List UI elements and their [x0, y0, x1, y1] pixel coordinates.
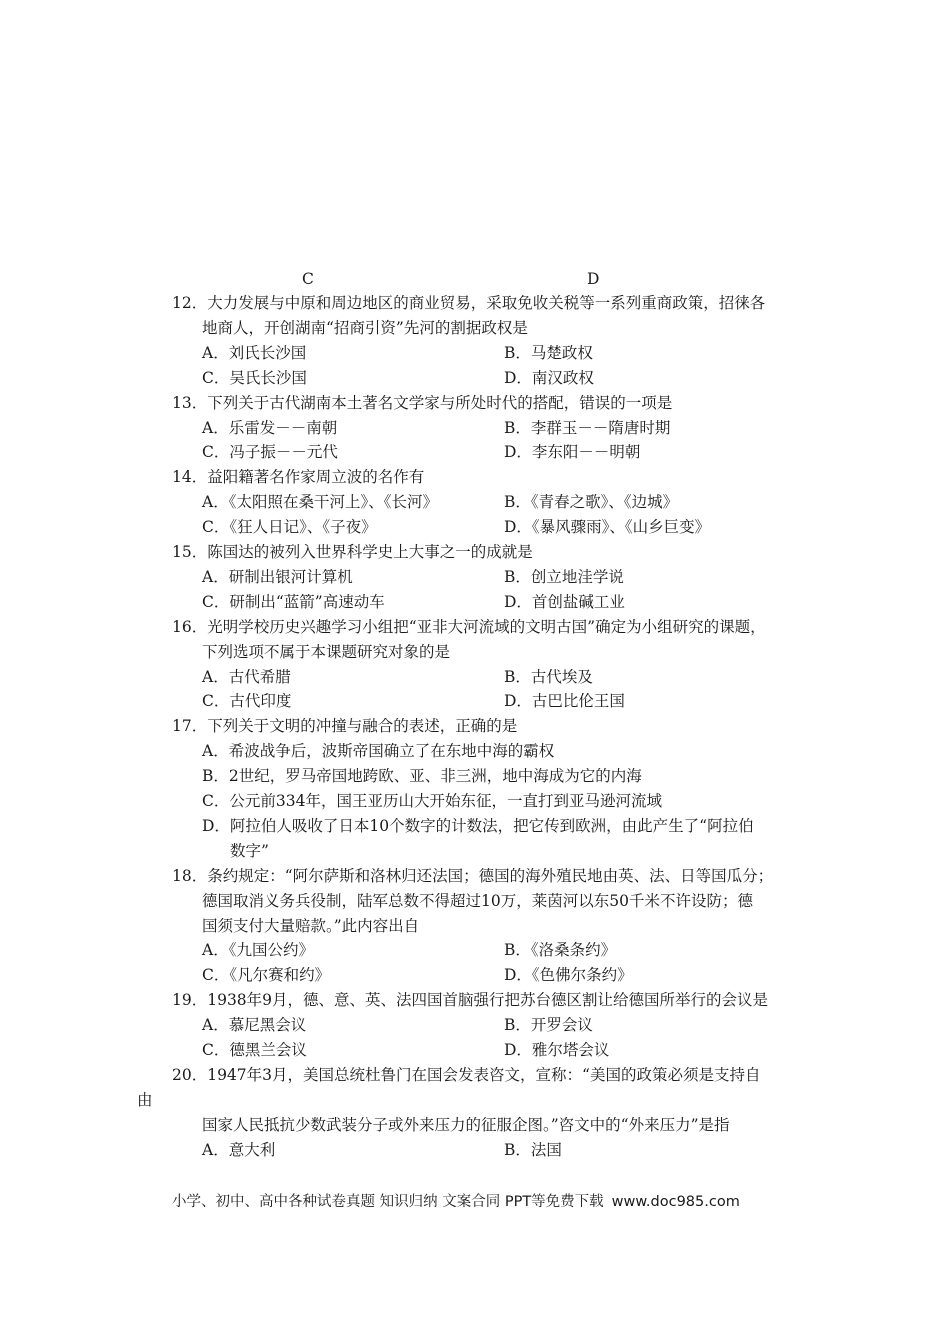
answer-option: D．首创盐碱工业 [504, 592, 625, 611]
question-stem-continuation: 由 [137, 1090, 153, 1109]
option-continuation: 数字” [230, 841, 269, 860]
answer-option: B．李群玉－－隋唐时期 [504, 418, 671, 437]
answer-option: B．创立地洼学说 [504, 567, 624, 586]
question-stem: 15．陈国达的被列入世界科学史上大事之一的成就是 [172, 543, 533, 561]
answer-option: A．研制出银河计算机 [202, 567, 353, 586]
answer-option: C．公元前334年，国王亚历山大开始东征，一直打到亚马逊河流域 [202, 792, 662, 810]
answer-option: C．吴氏长沙国 [202, 368, 307, 387]
question-stem: 19．1938年9月，德、意、英、法四国首脑强行把苏台德区割让给德国所举行的会议是 [172, 991, 769, 1010]
question-stem: 18．条约规定：“阿尔萨斯和洛林归还法国；德国的海外殖民地由英、法、日等国瓜分； [172, 866, 774, 885]
footer-url[interactable]: www.doc985.com [611, 1194, 740, 1210]
answer-option: B．2世纪，罗马帝国地跨欧、亚、非三洲，地中海成为它的内海 [202, 767, 642, 786]
answer-option: A．刘氏长沙国 [202, 343, 307, 362]
answer-option: D．李东阳－－明朝 [504, 443, 641, 462]
question-stem-continuation: 地商人，开创湖南“招商引资”先河的割据政权是 [202, 318, 528, 337]
answer-option: D．阿拉伯人吸收了日本10个数字的计数法，把它传到欧洲，由此产生了“阿拉伯 [202, 816, 754, 835]
answer-option: C．研制出“蓝箭”高速动车 [202, 592, 385, 611]
answer-option: C．《凡尔赛和约》 [202, 966, 331, 985]
question-stem-continuation: 德国取消义务兵役制，陆军总数不得超过10万，莱茵河以东50千米不许设防；德 [202, 891, 753, 910]
answer-option: B．古代埃及 [504, 667, 593, 686]
answer-option: A．《九国公约》 [202, 941, 314, 960]
image-label-d: D [587, 270, 600, 288]
answer-option: A．《太阳照在桑干河上》、《长河》 [202, 493, 438, 512]
answer-option: C．古代印度 [202, 692, 292, 711]
answer-option: C．德黑兰会议 [202, 1041, 307, 1059]
page-footer [172, 1190, 740, 1211]
answer-option: B．开罗会议 [504, 1016, 593, 1035]
footer-text: 小学、初中、高中各种试卷真题 知识归纳 文案合同 PPT等免费下载 [172, 1194, 604, 1210]
question-stem: 17．下列关于文明的冲撞与融合的表述，正确的是 [172, 717, 518, 736]
answer-option: A．意大利 [202, 1140, 276, 1159]
answer-option: A．希波战争后，波斯帝国确立了在东地中海的霸权 [202, 742, 555, 761]
question-stem: 14．益阳籍著名作家周立波的名作有 [172, 468, 425, 487]
answer-option: B．法国 [504, 1140, 562, 1159]
answer-option: A．乐雷发－－南朝 [202, 418, 338, 437]
answer-option: D．雅尔塔会议 [504, 1041, 610, 1059]
answer-option: D．南汉政权 [504, 368, 594, 387]
answer-option: D．古巴比伦王国 [504, 692, 625, 711]
question-stem: 20．1947年3月，美国总统杜鲁门在国会发表咨文，宣称：“美国的政策必须是支持自 [172, 1065, 761, 1084]
answer-option: B．《洛桑条约》 [504, 941, 617, 960]
question-stem: 16．光明学校历史兴趣学习小组把“亚非大河流域的文明古国”确定为小组研究的课题， [172, 617, 766, 636]
question-stem-continuation: 国须支付大量赔款。”此内容出自 [202, 916, 420, 935]
question-stem: 13．下列关于古代湖南本土著名文学家与所处时代的搭配，错误的一项是 [172, 393, 673, 412]
answer-option: B．《青春之歌》、《边城》 [504, 493, 679, 512]
answer-option: C．冯子振－－元代 [202, 443, 338, 462]
answer-option: A．古代希腊 [202, 667, 291, 686]
answer-option: A．慕尼黑会议 [202, 1016, 307, 1035]
image-label-c: C [302, 270, 314, 288]
answer-option: C．《狂人日记》、《子夜》 [202, 518, 377, 537]
answer-option: D．《色佛尔条约》 [504, 966, 633, 985]
answer-option: B．马楚政权 [504, 343, 593, 362]
question-stem-continuation: 下列选项不属于本课题研究对象的是 [202, 642, 451, 661]
answer-option: D．《暴风骤雨》、《山乡巨变》 [504, 518, 711, 537]
question-stem: 12．大力发展与中原和周边地区的商业贸易，采取免收关税等一系列重商政策，招徕各 [172, 294, 766, 312]
question-stem-continuation: 国家人民抵抗少数武装分子或外来压力的征服企图。”咨文中的“外来压力”是指 [202, 1115, 730, 1134]
